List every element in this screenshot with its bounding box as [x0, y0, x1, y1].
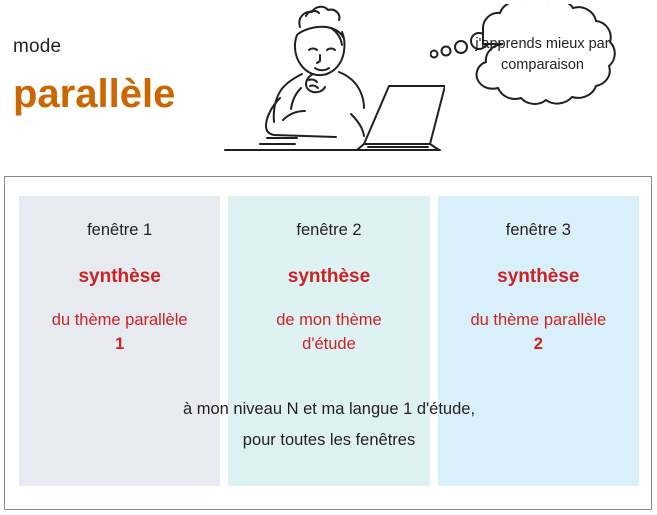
- footer-line-1: à mon niveau N et ma langue 1 d'étude,: [182, 400, 476, 418]
- subject-line1-3: du thème parallèle: [470, 311, 607, 329]
- subject-line2-2: d'étude: [302, 334, 356, 353]
- window-label-1: fenêtre 1: [87, 221, 153, 239]
- window-label-2: fenêtre 2: [296, 221, 362, 239]
- mode-label: mode: [13, 36, 62, 57]
- synthesis-label-3: synthèse: [497, 266, 580, 287]
- mode-title: parallèle: [13, 72, 176, 116]
- subject-line1-1: du thème parallèle: [51, 311, 188, 329]
- subject-line2-1: 1: [115, 334, 125, 353]
- window-label-3: fenêtre 3: [505, 221, 571, 239]
- footer-line-2: pour toutes les fenêtres: [242, 431, 416, 450]
- synthesis-label-1: synthèse: [78, 266, 161, 287]
- thought-bubble: [430, 4, 655, 144]
- subject-text-3: [438, 309, 639, 357]
- subject-text-1: [19, 309, 220, 357]
- subject-text-2: [228, 309, 429, 357]
- thought-bubble-text: j'apprends mieux par comparaison: [475, 36, 610, 74]
- subject-line2-3: 2: [533, 334, 543, 353]
- synthesis-label-2: synthèse: [287, 266, 371, 287]
- student-at-laptop-illustration: [205, 2, 445, 174]
- panel-footer: [5, 394, 653, 457]
- parallel-mode-panel: [4, 176, 652, 510]
- subject-line1-2: de mon thème: [276, 311, 382, 329]
